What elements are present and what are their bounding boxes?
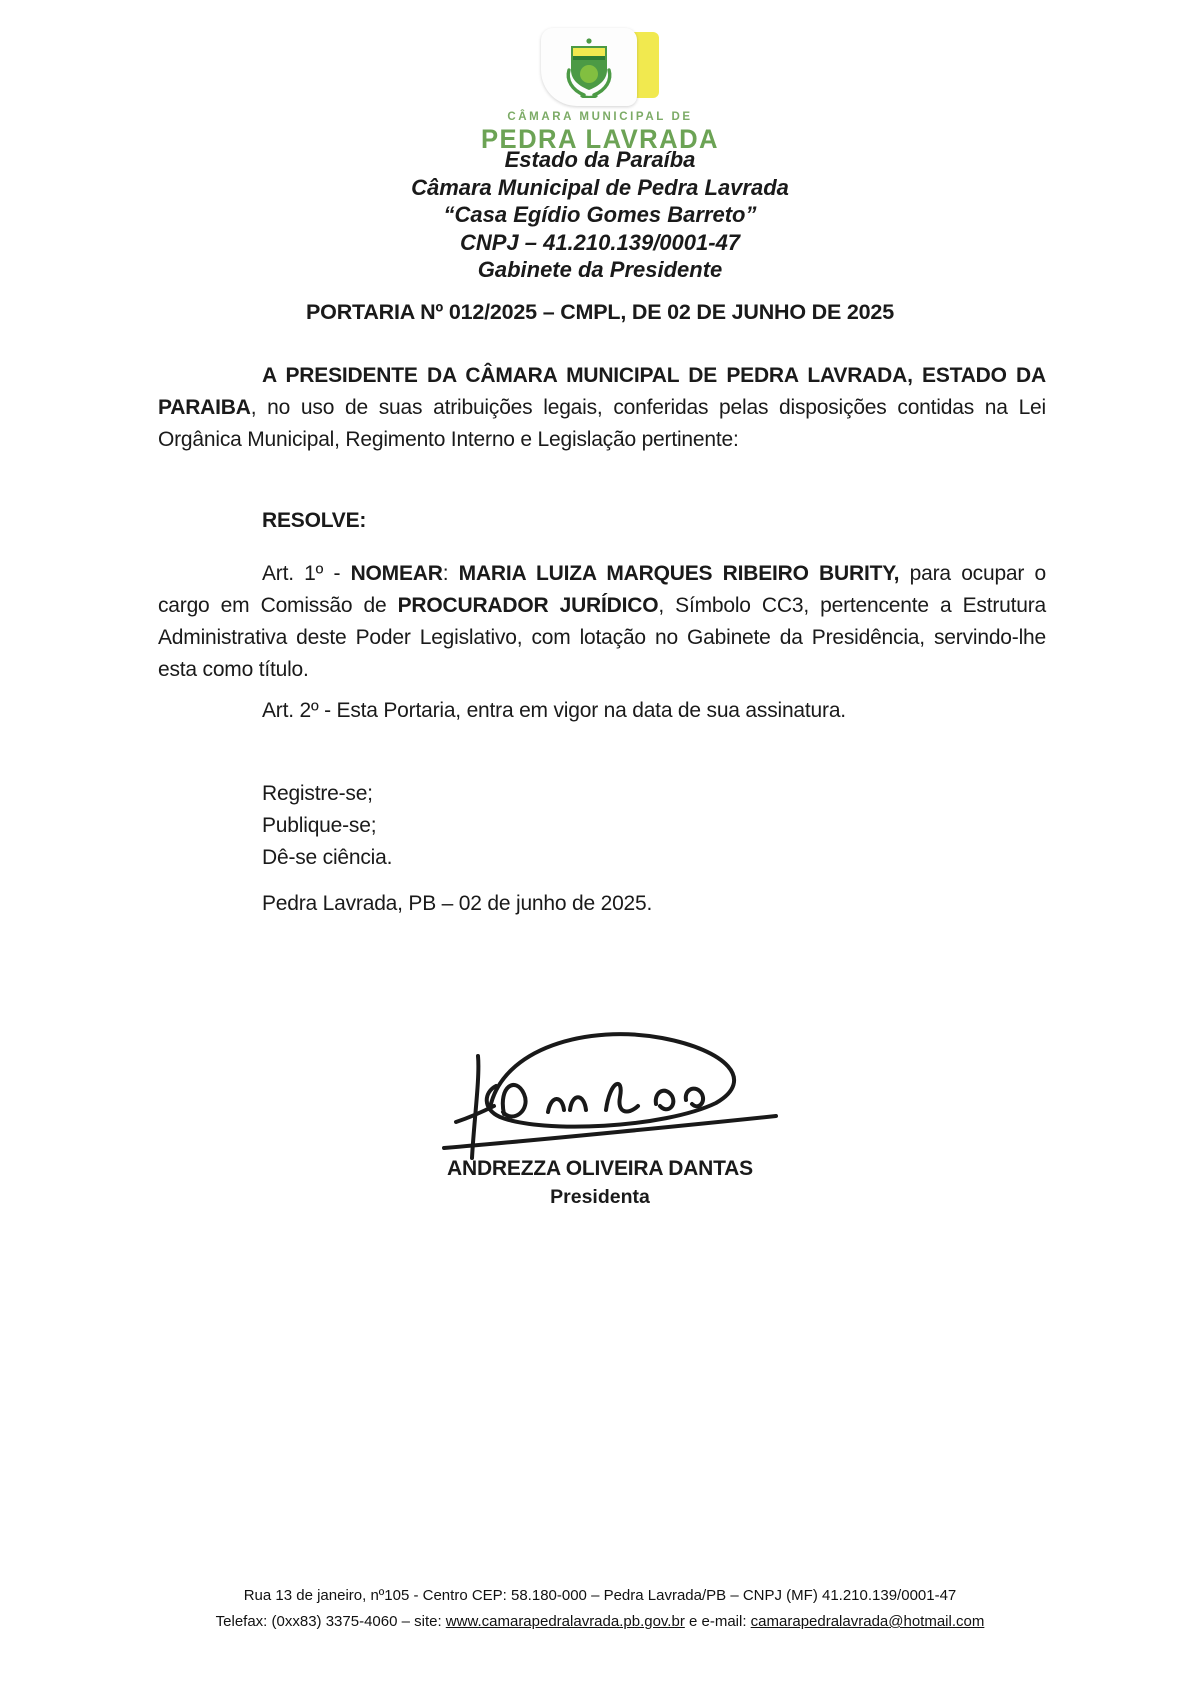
signature-block: [0, 1000, 1200, 1209]
footer-contact-line: [0, 1609, 1200, 1635]
footer: [0, 1583, 1200, 1635]
letterhead: [0, 146, 1200, 284]
letterhead-line-state: Estado da Paraíba: [504, 147, 696, 172]
letterhead-line-cnpj: CNPJ – 41.210.139/0001-47: [459, 229, 741, 255]
art1-prefix: Art. 1º -: [262, 562, 351, 585]
footer-email-link[interactable]: camarapedralavrada@hotmail.com: [750, 1613, 985, 1630]
letterhead-line-house: “Casa Egídio Gomes Barreto”: [443, 202, 757, 227]
paragraph-preamble: [158, 360, 1046, 456]
closing-line-notice: Dê-se ciência.: [262, 846, 393, 869]
resolve-heading: RESOLVE:: [262, 509, 367, 532]
footer-email-label: e e-mail:: [684, 1613, 751, 1630]
art1-rest: , Símbolo CC3, pertencente a Estrutura Administrativa deste Poder Legislativo, com lotação no Gabinete da Presidência, servindo-lhe esta como título.: [158, 594, 1047, 681]
signer-role: Presidenta: [550, 1186, 650, 1208]
paragraph-article-1: [158, 558, 1046, 686]
preamble-rest: , no uso de suas atribuições legais, conferidas pelas disposições contidas na Lei Orgânica Municipal, Regimento Interno e Legislação pertinente:: [158, 396, 1046, 451]
footer-address-line: Rua 13 de janeiro, nº105 - Centro CEP: 58.180-000 – Pedra Lavrada/PB – CNPJ (MF) 41.210.139/0001-47: [243, 1587, 957, 1604]
place-date-line: Pedra Lavrada, PB – 02 de junho de 2025.: [262, 892, 653, 915]
signer-name: ANDREZZA OLIVEIRA DANTAS: [447, 1157, 753, 1180]
document-title: PORTARIA Nº 012/2025 – CMPL, DE 02 DE JUNHO DE 2025: [306, 300, 894, 324]
logo-book-shape: [541, 28, 637, 106]
coat-of-arms-icon: [541, 28, 659, 106]
handwritten-signature-image: [410, 1000, 790, 1165]
crest-icon: [562, 36, 616, 98]
closing-line-register: Registre-se;: [262, 782, 373, 805]
logo: [0, 28, 1200, 155]
footer-website-link[interactable]: www.camarapedralavrada.pb.gov.br: [445, 1613, 685, 1630]
letterhead-line-org: Câmara Municipal de Pedra Lavrada: [411, 174, 789, 200]
paragraph-article-2: Art. 2º - Esta Portaria, entra em vigor na data de sua assinatura.: [262, 699, 846, 722]
letterhead-line-office: Gabinete da Presidente: [477, 257, 723, 282]
art1-colon: :: [442, 562, 459, 585]
footer-telefax: Telefax: (0xx83) 3375-4060 – site:: [215, 1613, 446, 1630]
art1-mid: para ocupar o cargo em Comissão de: [158, 562, 1046, 617]
art1-position: PROCURADOR JURÍDICO: [397, 594, 659, 617]
logo-org-small: CÂMARA MUNICIPAL DE: [507, 111, 693, 123]
preamble-authority: A PRESIDENTE DA CÂMARA MUNICIPAL DE PEDRA LAVRADA, ESTADO DA PARAIBA: [158, 364, 1046, 419]
art1-nomear: NOMEAR: [350, 562, 443, 585]
closing-line-publish: Publique-se;: [262, 814, 377, 837]
closing-formulas: [158, 778, 1046, 874]
logo-org-large: PEDRA LAVRADA: [480, 124, 719, 154]
art1-appointee-name: MARIA LUIZA MARQUES RIBEIRO BURITY,: [458, 562, 900, 585]
